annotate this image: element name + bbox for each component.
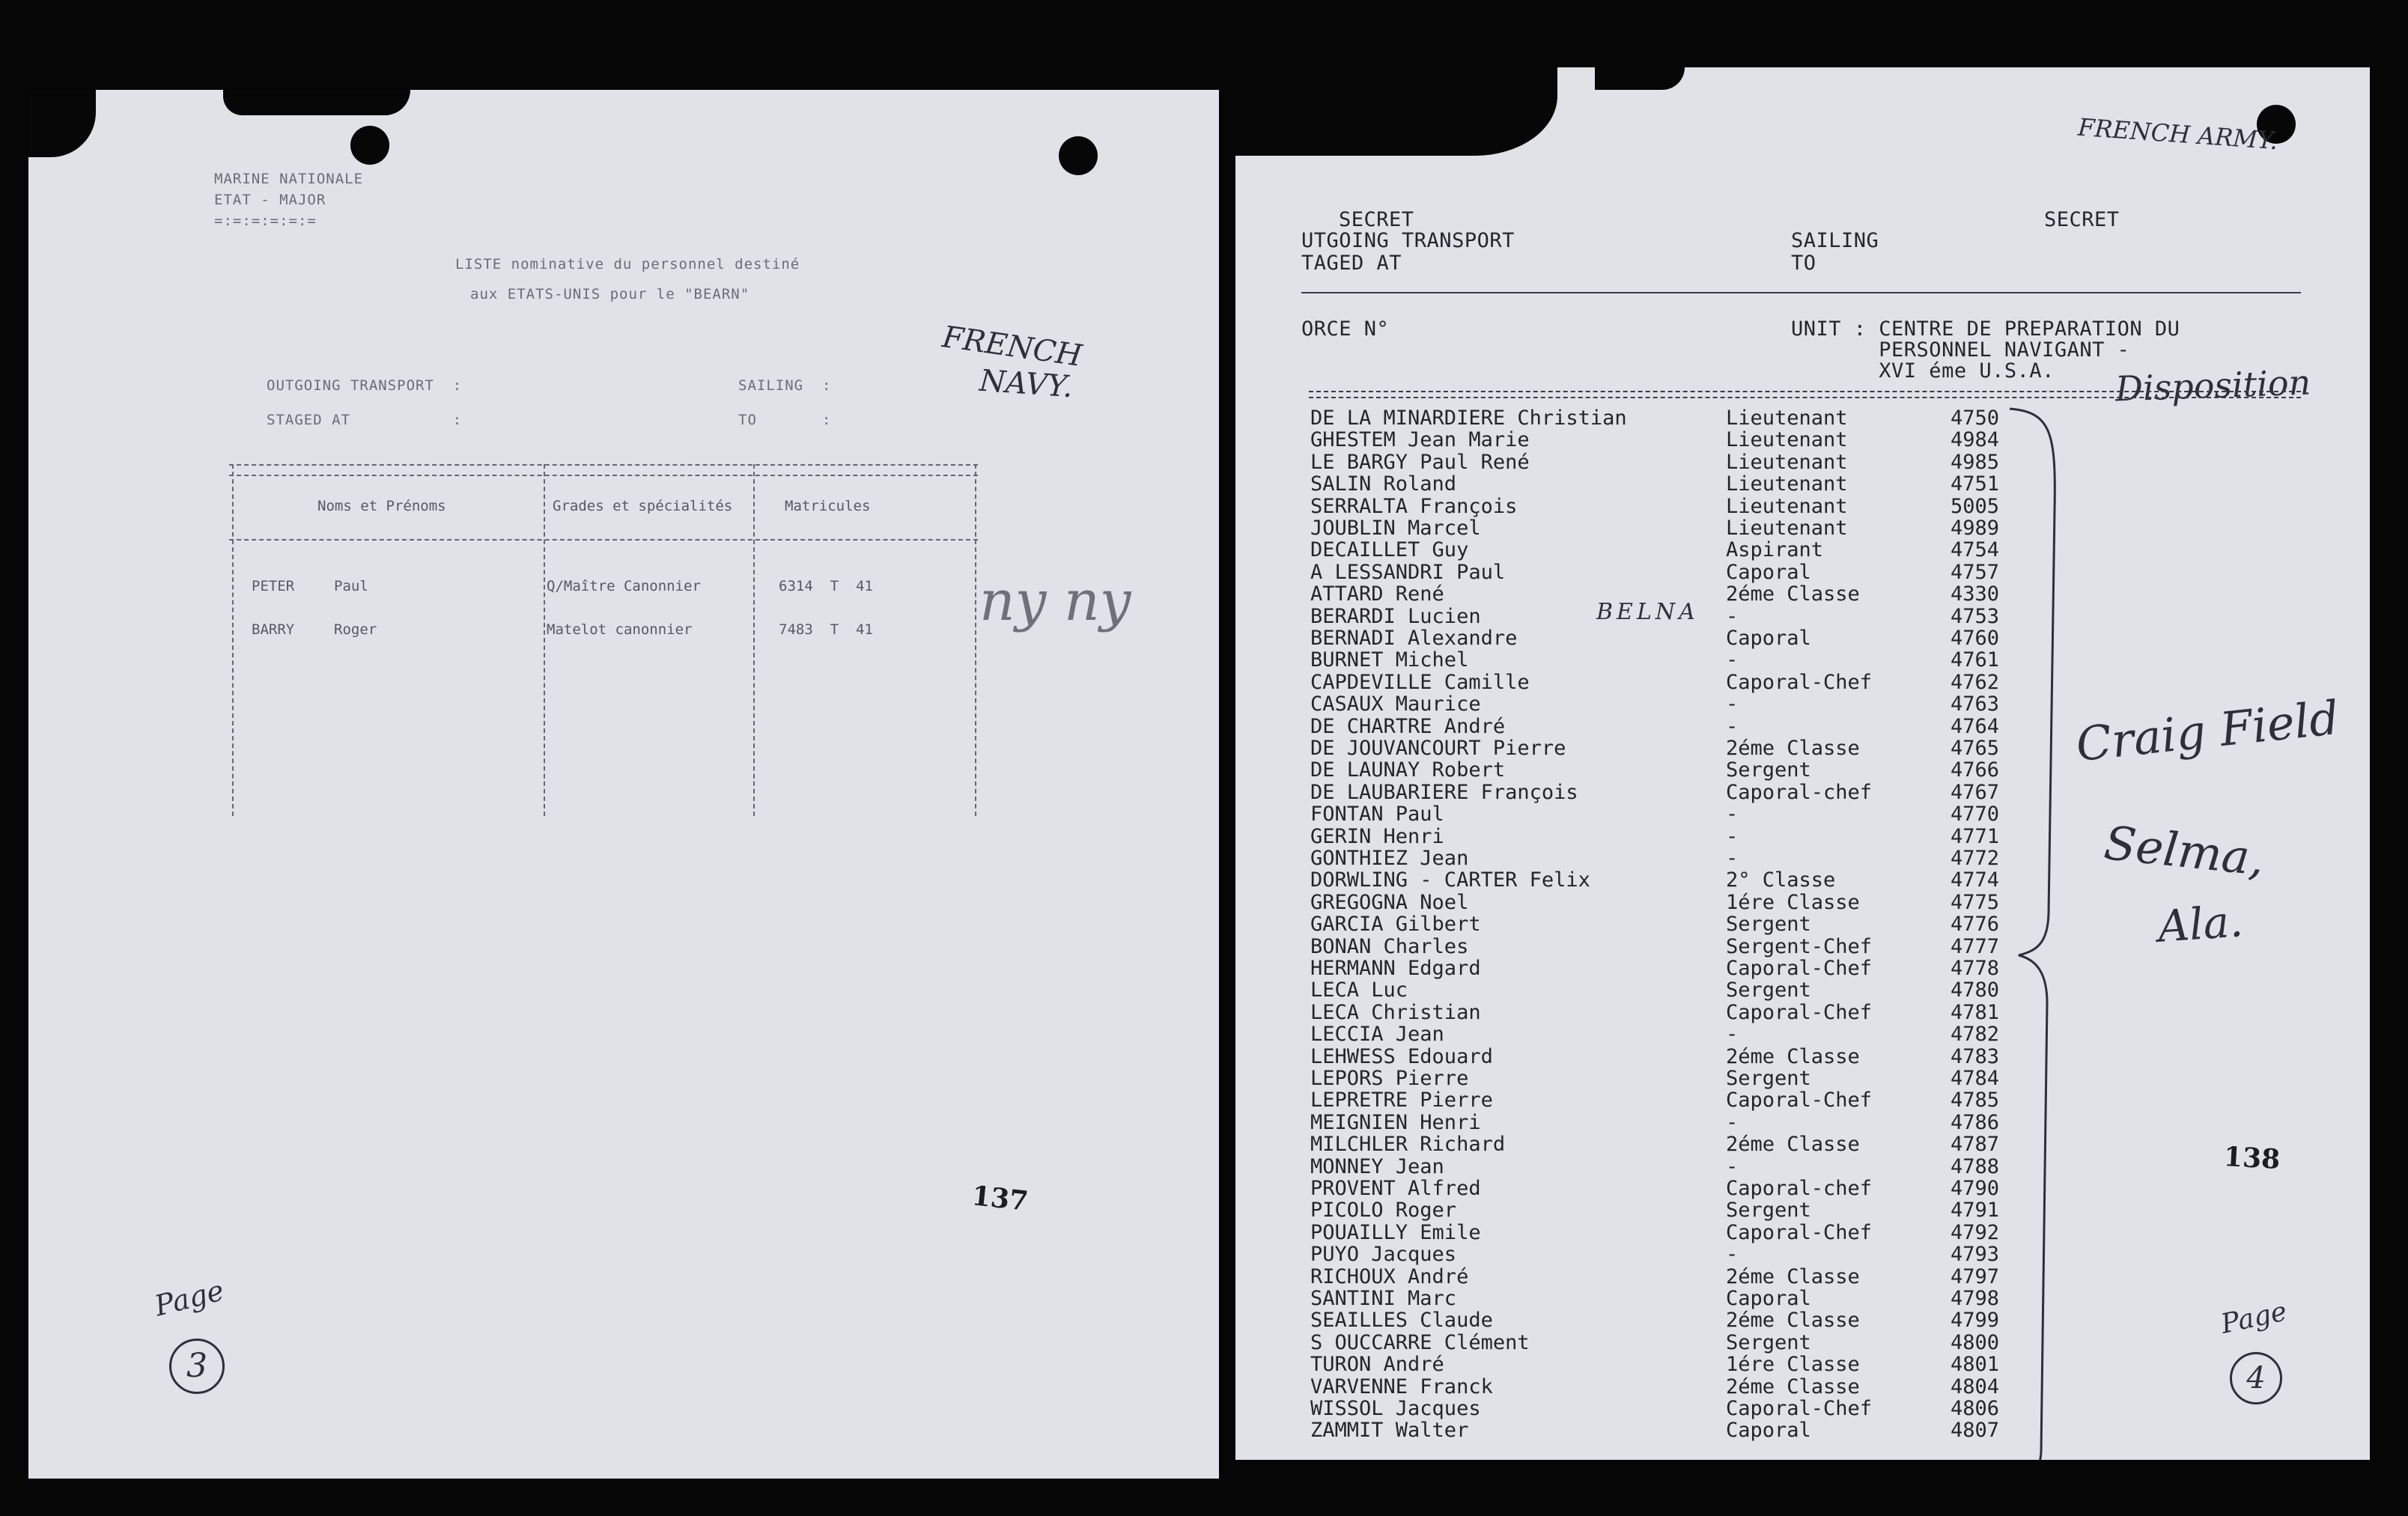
personnel-number: 4785 — [1951, 1089, 2000, 1112]
handwritten-ala: Ala. — [2156, 895, 2245, 952]
personnel-name: LECA Luc — [1310, 978, 1408, 1002]
personnel-name: S OUCCARRE Clément — [1310, 1330, 1530, 1354]
personnel-number: 4807 — [1951, 1419, 2000, 1443]
to-label: TO : — [738, 412, 832, 428]
personnel-number: 4777 — [1951, 934, 2000, 958]
personnel-table — [229, 464, 993, 816]
personnel-name: GERIN Henri — [1310, 824, 1444, 848]
personnel-grade: - — [1726, 1243, 1739, 1267]
personnel-grade: Lieutenant — [1726, 428, 1848, 452]
personnel-name: TURON André — [1310, 1353, 1444, 1377]
staged-at-label: TAGED AT — [1301, 252, 1402, 275]
personnel-grade: - — [1726, 1110, 1739, 1134]
personnel-name: DE LAUNAY Robert — [1310, 758, 1506, 782]
personnel-number: 4797 — [1951, 1264, 2000, 1288]
list-title: LISTE nominative du personnel destiné — [455, 256, 800, 273]
personnel-grade: Sergent — [1726, 978, 1811, 1002]
personnel-name: POUAILLY Emile — [1310, 1220, 1481, 1244]
handwritten-french-army: FRENCH ARMY. — [2077, 112, 2279, 156]
personnel-name: CASAUX Maurice — [1310, 692, 1481, 716]
personnel-number: 4784 — [1951, 1067, 2000, 1090]
outgoing-transport-label: OUTGOING TRANSPORT : — [267, 377, 463, 394]
personnel-number: 4790 — [1951, 1177, 2000, 1200]
personnel-grade: Sergent-Chef — [1726, 934, 1873, 958]
personnel-number: 4806 — [1951, 1397, 2000, 1420]
personnel-grade: 2° Classe — [1726, 868, 1836, 892]
personnel-name: MONNEY Jean — [1310, 1154, 1444, 1178]
matricule-cell: 6314 T 41 — [779, 578, 873, 594]
page-circle — [169, 1339, 225, 1394]
personnel-name: GARCIA Gilbert — [1310, 913, 1481, 937]
personnel-name: PROVENT Alfred — [1310, 1177, 1481, 1200]
personnel-grade: Caporal — [1726, 1419, 1811, 1443]
personnel-number: 4783 — [1951, 1044, 2000, 1068]
personnel-number: 4804 — [1951, 1375, 2000, 1398]
personnel-name: FONTAN Paul — [1310, 803, 1444, 827]
personnel-number: 4787 — [1951, 1133, 2000, 1157]
personnel-number: 4754 — [1951, 538, 2000, 562]
personnel-grade: Caporal-chef — [1726, 1177, 1873, 1200]
personnel-grade: - — [1726, 803, 1739, 827]
sailing-label: SAILING : — [738, 377, 832, 394]
firstname-cell: Roger — [334, 621, 377, 638]
personnel-name: A LESSANDRI Paul — [1310, 560, 1506, 584]
personnel-grade: Caporal-Chef — [1726, 670, 1873, 694]
personnel-grade: Caporal — [1726, 1287, 1811, 1310]
list-subtitle: aux ETATS-UNIS pour le "BEARN" — [470, 286, 750, 302]
personnel-name: LEPRETRE Pierre — [1310, 1089, 1493, 1112]
personnel-number: 4775 — [1951, 890, 2000, 914]
personnel-name: DE LA MINARDIERE Christian — [1310, 407, 1627, 430]
personnel-number: 4984 — [1951, 428, 2000, 452]
personnel-grade: Caporal — [1726, 560, 1811, 584]
personnel-number: 4791 — [1951, 1199, 2000, 1223]
personnel-grade: Sergent — [1726, 1199, 1811, 1223]
personnel-name: BURNET Michel — [1310, 648, 1469, 672]
personnel-number: 4780 — [1951, 978, 2000, 1002]
personnel-number: 5005 — [1951, 494, 2000, 518]
outgoing-transport-label: UTGOING TRANSPORT — [1301, 229, 1515, 252]
personnel-number: 4985 — [1951, 450, 2000, 474]
personnel-name: GHESTEM Jean Marie — [1310, 428, 1530, 452]
personnel-name: GONTHIEZ Jean — [1310, 847, 1469, 870]
personnel-grade: Caporal-Chef — [1726, 957, 1873, 980]
personnel-number: 4772 — [1951, 847, 2000, 870]
column-header: Noms et Prénoms — [317, 498, 446, 514]
personnel-number: 4753 — [1951, 604, 2000, 628]
torn-edge — [28, 90, 96, 157]
personnel-grade: 1ére Classe — [1726, 1353, 1860, 1377]
personnel-name: LE BARGY Paul René — [1310, 450, 1530, 474]
personnel-grade: 1ére Classe — [1726, 890, 1860, 914]
personnel-grade: Caporal-chef — [1726, 780, 1873, 804]
punch-hole — [350, 126, 389, 165]
personnel-number: 4760 — [1951, 627, 2000, 650]
firstname-cell: Paul — [334, 578, 368, 594]
personnel-number: 4799 — [1951, 1309, 2000, 1333]
personnel-name: RICHOUX André — [1310, 1264, 1469, 1288]
unit-line: XVI éme U.S.A. — [1791, 359, 2055, 383]
personnel-grade: Sergent — [1726, 1067, 1811, 1090]
header-line: =:=:=:=:=:= — [214, 213, 317, 229]
personnel-number: 4761 — [1951, 648, 2000, 672]
personnel-name: JOUBLIN Marcel — [1310, 517, 1481, 540]
page-label: Page — [151, 1273, 228, 1323]
page-label: Page — [2218, 1296, 2290, 1340]
unit-line: PERSONNEL NAVIGANT - — [1791, 338, 2130, 362]
personnel-name: BERARDI Lucien — [1310, 604, 1481, 628]
personnel-name: LEPORS Pierre — [1310, 1067, 1469, 1090]
personnel-grade: - — [1726, 714, 1739, 738]
page-circle — [2230, 1352, 2282, 1404]
personnel-number: 4763 — [1951, 692, 2000, 716]
personnel-name: SEAILLES Claude — [1310, 1309, 1493, 1333]
column-header: Grades et spécialités — [553, 498, 733, 514]
double-rule — [1309, 391, 2301, 398]
surname-cell: BARRY — [252, 621, 295, 638]
personnel-number: 4798 — [1951, 1287, 2000, 1310]
personnel-name: PUYO Jacques — [1310, 1243, 1457, 1267]
handwritten-belna: BELNA — [1596, 599, 1699, 625]
personnel-grade: Lieutenant — [1726, 407, 1848, 430]
personnel-number: 4751 — [1951, 472, 2000, 496]
sailing-label: SAILING — [1791, 229, 1879, 252]
personnel-grade: Sergent — [1726, 758, 1811, 782]
right-document-page — [1235, 67, 2370, 1460]
personnel-number: 4767 — [1951, 780, 2000, 804]
left-document-page — [28, 90, 1219, 1479]
personnel-name: HERMANN Edgard — [1310, 957, 1481, 980]
personnel-name: ATTARD René — [1310, 582, 1444, 606]
page-number: 137 — [970, 1180, 1030, 1217]
header-line: MARINE NATIONALE — [214, 171, 364, 187]
handwritten-navy: NAVY. — [978, 363, 1074, 405]
personnel-name: VARVENNE Franck — [1310, 1375, 1493, 1398]
personnel-number: 4771 — [1951, 824, 2000, 848]
personnel-grade: Caporal-Chef — [1726, 1089, 1873, 1112]
punch-hole — [1059, 136, 1098, 175]
personnel-grade: Caporal-Chef — [1726, 1000, 1873, 1024]
personnel-name: DE LAUBARIERE François — [1310, 780, 1578, 804]
page-circle-number: 4 — [2246, 1361, 2266, 1395]
handwritten-selma: Selma, — [2101, 815, 2267, 887]
force-number-label: ORCE N° — [1301, 317, 1390, 341]
personnel-name: MILCHLER Richard — [1310, 1133, 1506, 1157]
personnel-number: 4770 — [1951, 803, 2000, 827]
personnel-grade: Caporal — [1726, 627, 1811, 650]
personnel-grade: - — [1726, 847, 1739, 870]
personnel-grade: Caporal-Chef — [1726, 1397, 1873, 1420]
personnel-number: 4774 — [1951, 868, 2000, 892]
personnel-grade: Caporal-Chef — [1726, 1220, 1873, 1244]
personnel-grade: - — [1726, 1023, 1739, 1047]
personnel-name: SERRALTA François — [1310, 494, 1518, 518]
personnel-name: ZAMMIT Walter — [1310, 1419, 1469, 1443]
personnel-grade: Sergent — [1726, 913, 1811, 937]
personnel-number: 4782 — [1951, 1023, 2000, 1047]
personnel-number: 4766 — [1951, 758, 2000, 782]
header-rule — [1301, 292, 2301, 293]
personnel-name: BERNADI Alexandre — [1310, 627, 1518, 650]
personnel-name: SANTINI Marc — [1310, 1287, 1457, 1310]
personnel-grade: - — [1726, 692, 1739, 716]
personnel-grade: 2éme Classe — [1726, 1133, 1860, 1157]
personnel-grade: Lieutenant — [1726, 517, 1848, 540]
page-circle-number: 3 — [186, 1347, 207, 1385]
personnel-number: 4764 — [1951, 714, 2000, 738]
personnel-name: GREGOGNA Noel — [1310, 890, 1469, 914]
personnel-number: 4330 — [1951, 582, 2000, 606]
handwritten-disposition: Disposition — [2114, 362, 2312, 410]
personnel-grade: Lieutenant — [1726, 472, 1848, 496]
column-header: Matricules — [785, 498, 871, 514]
grade-cell: Q/Maître Canonnier — [547, 578, 701, 594]
personnel-number: 4781 — [1951, 1000, 2000, 1024]
personnel-name: WISSOL Jacques — [1310, 1397, 1481, 1420]
personnel-name: PICOLO Roger — [1310, 1199, 1457, 1223]
personnel-number: 4786 — [1951, 1110, 2000, 1134]
handwritten-craig-field: Craig Field — [2073, 689, 2342, 773]
personnel-number: 4800 — [1951, 1330, 2000, 1354]
personnel-grade: 2éme Classe — [1726, 1375, 1860, 1398]
personnel-grade: 2éme Classe — [1726, 582, 1860, 606]
personnel-number: 4989 — [1951, 517, 2000, 540]
personnel-number: 4793 — [1951, 1243, 2000, 1267]
personnel-number: 4776 — [1951, 913, 2000, 937]
personnel-grade: Aspirant — [1726, 538, 1824, 562]
personnel-name: DE CHARTRE André — [1310, 714, 1506, 738]
personnel-name: LECCIA Jean — [1310, 1023, 1444, 1047]
personnel-number: 4788 — [1951, 1154, 2000, 1178]
personnel-grade: - — [1726, 648, 1739, 672]
personnel-grade: 2éme Classe — [1726, 1264, 1860, 1288]
personnel-name: MEIGNIEN Henri — [1310, 1110, 1481, 1134]
personnel-number: 4757 — [1951, 560, 2000, 584]
header-line: ETAT - MAJOR — [214, 192, 326, 208]
personnel-grade: - — [1726, 824, 1739, 848]
personnel-grade: Sergent — [1726, 1330, 1811, 1354]
secret-label: SECRET — [1339, 208, 1414, 231]
personnel-name: LECA Christian — [1310, 1000, 1481, 1024]
torn-edge — [1595, 67, 1685, 90]
personnel-grade: - — [1726, 604, 1739, 628]
staged-at-label: STAGED AT : — [267, 412, 463, 428]
personnel-number: 4750 — [1951, 407, 2000, 430]
handwritten-initials: ny ny — [979, 569, 1131, 633]
torn-edge — [223, 90, 410, 115]
unit-line: UNIT : CENTRE DE PREPARATION DU — [1791, 317, 2180, 341]
personnel-grade: 2éme Classe — [1726, 737, 1860, 760]
personnel-grade: Lieutenant — [1726, 494, 1848, 518]
personnel-number: 4801 — [1951, 1353, 2000, 1377]
personnel-number: 4792 — [1951, 1220, 2000, 1244]
grade-cell: Matelot canonnier — [547, 621, 693, 638]
to-label: TO — [1791, 252, 1816, 275]
personnel-name: CAPDEVILLE Camille — [1310, 670, 1530, 694]
personnel-number: 4765 — [1951, 737, 2000, 760]
personnel-name: DE JOUVANCOURT Pierre — [1310, 737, 1566, 760]
surname-cell: PETER — [252, 578, 295, 594]
personnel-name: SALIN Roland — [1310, 472, 1457, 496]
secret-label: SECRET — [2044, 208, 2120, 231]
torn-edge — [1235, 67, 1557, 156]
page-number: 138 — [2222, 1141, 2281, 1175]
personnel-number: 4778 — [1951, 957, 2000, 980]
curly-brace — [2007, 404, 2059, 1460]
personnel-grade: - — [1726, 1154, 1739, 1178]
personnel-grade: Lieutenant — [1726, 450, 1848, 474]
personnel-name: DECAILLET Guy — [1310, 538, 1469, 562]
personnel-name: DORWLING - CARTER Felix — [1310, 868, 1590, 892]
personnel-name: BONAN Charles — [1310, 934, 1469, 958]
matricule-cell: 7483 T 41 — [779, 621, 873, 638]
personnel-name: LEHWESS Edouard — [1310, 1044, 1493, 1068]
personnel-grade: 2éme Classe — [1726, 1309, 1860, 1333]
personnel-grade: 2éme Classe — [1726, 1044, 1860, 1068]
handwritten-french: FRENCH — [940, 320, 1084, 374]
personnel-number: 4762 — [1951, 670, 2000, 694]
